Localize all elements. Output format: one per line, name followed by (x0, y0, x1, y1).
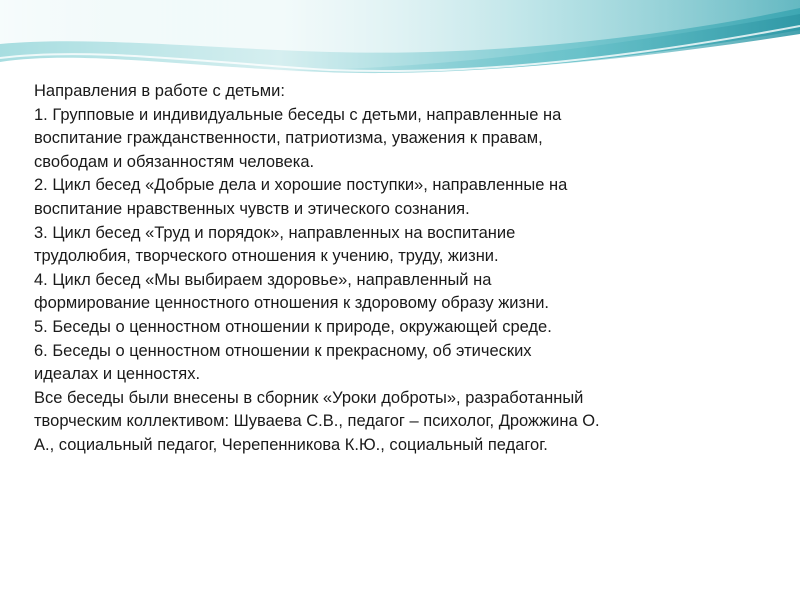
content-text (34, 80, 774, 458)
content-line-2: воспитание гражданственности, патриотизма, уважения к правам, (34, 129, 543, 148)
content-line-9: формирование ценностного отношения к здоровому образу жизни. (34, 294, 549, 313)
content-line-14: творческим коллективом: Шуваева С.В., педагог – психолог, Дрожжина О. (34, 412, 600, 431)
content-line-4: 2. Цикл бесед «Добрые дела и хорошие поступки», направленные на (34, 176, 568, 195)
content-line-1: 1. Групповые и индивидуальные беседы с детьми, направленные на (34, 105, 562, 124)
content-line-15: А., социальный педагог, Черепенникова К.Ю., социальный педагог. (34, 435, 548, 454)
content-heading: Направления в работе с детьми: (34, 82, 285, 100)
content-line-6: 3. Цикл бесед «Труд и порядок», направленных на воспитание (34, 223, 516, 242)
decorative-wave-header (0, 0, 800, 80)
content-line-10: 5. Беседы о ценностном отношении к природе, окружающей среде. (34, 317, 552, 336)
content-line-8: 4. Цикл бесед «Мы выбираем здоровье», направленный на (34, 270, 492, 289)
content-line-12: идеалах и ценностях. (34, 365, 201, 384)
content-line-7: трудолюбия, творческого отношения к учению, труду, жизни. (34, 247, 499, 266)
content-line-13: Все беседы были внесены в сборник «Уроки доброты», разработанный (34, 388, 584, 407)
content-line-11: 6. Беседы о ценностном отношении к прекрасному, об этических (34, 341, 532, 360)
content-line-3: свободам и обязанностям человека. (34, 152, 315, 171)
content-line-5: воспитание нравственных чувств и этического сознания. (34, 199, 470, 218)
